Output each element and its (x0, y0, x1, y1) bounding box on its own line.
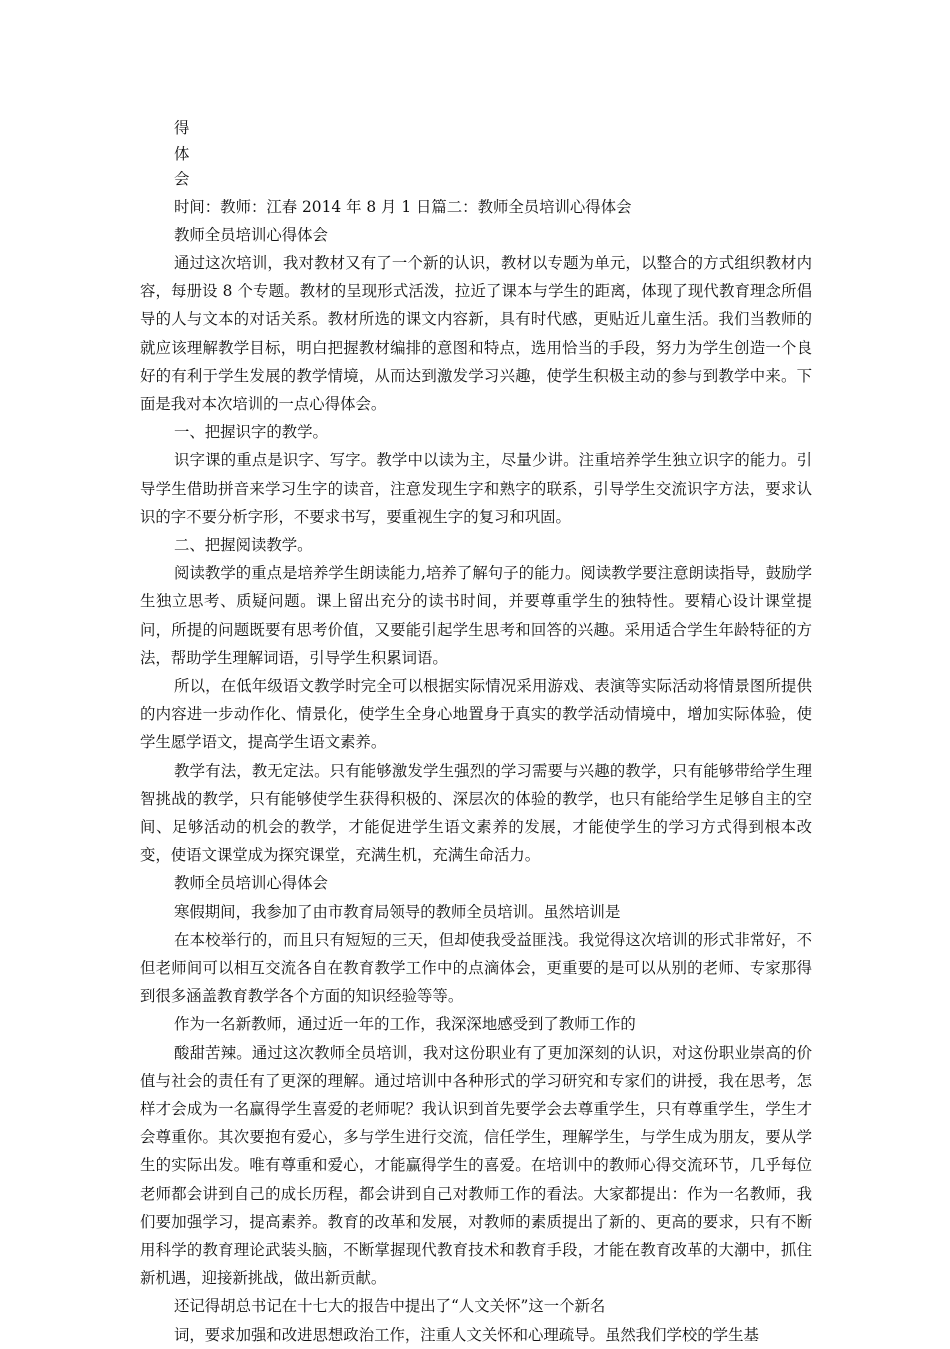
paragraph: 识字课的重点是识字、写字。教学中以读为主，尽量少讲。注重培养学生独立识字的能力。引导学生借助拼音来学习生字的读音，注意发现生字和熟字的联系，引导学生交流识字方法，要求认识的字不要分析字形，不要求书写，要重视生字的复习和巩固。 (140, 451, 812, 526)
section-heading: 二、把握阅读教学。 (174, 535, 313, 554)
paragraph: 作为一名新教师，通过近一年的工作，我深深地感受到了教师工作的 (174, 1015, 636, 1034)
heading-char: 会 (174, 170, 190, 188)
meta-line: 时间：教师：江春 2014 年 8 月 1 日篇二：教师全员培训心得体会 (174, 197, 632, 216)
paragraph: 还记得胡总书记在十七大的报告中提出了“人文关怀”这一个新名 (174, 1297, 606, 1316)
document-body (140, 116, 812, 1349)
heading-char: 得 (174, 119, 190, 137)
paragraph: 阅读教学的重点是培养学生朗读能力,培养了解句子的能力。阅读教学要注意朗读指导，鼓励学生独立思考、质疑问题。课上留出充分的读书时间，并要尊重学生的独特性。要精心设计课堂提问，所提的问题既要有思考价值，又要能引起学生思考和回答的兴趣。采用适合学生年龄特征的方法，帮助学生理解词语，引导学生积累词语。 (140, 564, 812, 667)
paragraph: 寒假期间，我参加了由市教育局领导的教师全员培训。虽然培训是 (174, 902, 621, 921)
paragraph: 酸甜苦辣。通过这次教师全员培训，我对这份职业有了更加深刻的认识，对这份职业崇高的价值与社会的责任有了更深的理解。通过培训中各种形式的学习研究和专家们的讲授，我在思考，怎样才会成为一名赢得学生喜爱的老师呢？我认识到首先要学会去尊重学生，只有尊重学生，学生才会尊重你。其次要抱有爱心，多与学生进行交流，信任学生，理解学生，与学生成为朋友，要从学生的实际出发。唯有尊重和爱心，才能赢得学生的喜爱。在培训中的教师心得交流环节，几乎每位老师都会讲到自己的成长历程，都会讲到自己对教师工作的看法。大家都提出：作为一名教师，我们要加强学习，提高素养。教育的改革和发展，对教师的素质提出了新的、更高的要求，只有不断用科学的教育理论武装头脑，不断掌握现代教育技术和教育手段，才能在教育改革的大潮中，抓住新机遇，迎接新挑战，做出新贡献。 (140, 1043, 812, 1288)
heading-char: 体 (174, 144, 190, 163)
section-heading: 一、把握识字的教学。 (174, 423, 328, 442)
paragraph: 所以，在低年级语文教学时完全可以根据实际情况采用游戏、表演等实际活动将情景图所提供的内容进一步动作化、情景化，使学生全身心地置身于真实的教学活动情境中，增加实际体验，使学生愿学语文，提高学生语文素养。 (140, 676, 812, 752)
section-title: 教师全员培训心得体会 (174, 225, 328, 244)
section-title: 教师全员培训心得体会 (174, 874, 328, 893)
paragraph: 教学有法，教无定法。只有能够激发学生强烈的学习需要与兴趣的教学，只有能够带给学生理智挑战的教学，只有能够使学生获得积极的、深层次的体验的教学，也只有能给学生足够自主的空间、足够活动的机会的教学，才能促进学生语文素养的发展，才能使学生的学习方式得到根本改变，使语文课堂成为探究课堂，充满生机，充满生命活力。 (140, 761, 812, 865)
paragraph: 在本校举行的，而且只有短短的三天，但却使我受益匪浅。我觉得这次培训的形式非常好，不但老师间可以相互交流各自在教育教学工作中的点滴体会，更重要的是可以从别的老师、专家那得到很多涵盖教育教学各个方面的知识经验等等。 (140, 930, 812, 1006)
paragraph: 词，要求加强和改进思想政治工作，注重人文关怀和心理疏导。虽然我们学校的学生基 (174, 1325, 759, 1344)
paragraph: 通过这次培训，我对教材又有了一个新的认识，教材以专题为单元，以整合的方式组织教材内容，每册设 8 个专题。教材的呈现形式活泼，拉近了课本与学生的距离，体现了现代教育理念所倡导的人与文本的对话关系。教材所选的课文内容新，具有时代感，更贴近儿童生活。我们当教师的就应该理解教学目标，明白把握教材编排的意图和特点，选用恰当的手段，努力为学生创造一个良好的有利于学生发展的教学情境，从而达到激发学习兴趣，使学生积极主动的参与到教学中来。下面是我对本次培训的一点心得体会。 (140, 253, 812, 413)
